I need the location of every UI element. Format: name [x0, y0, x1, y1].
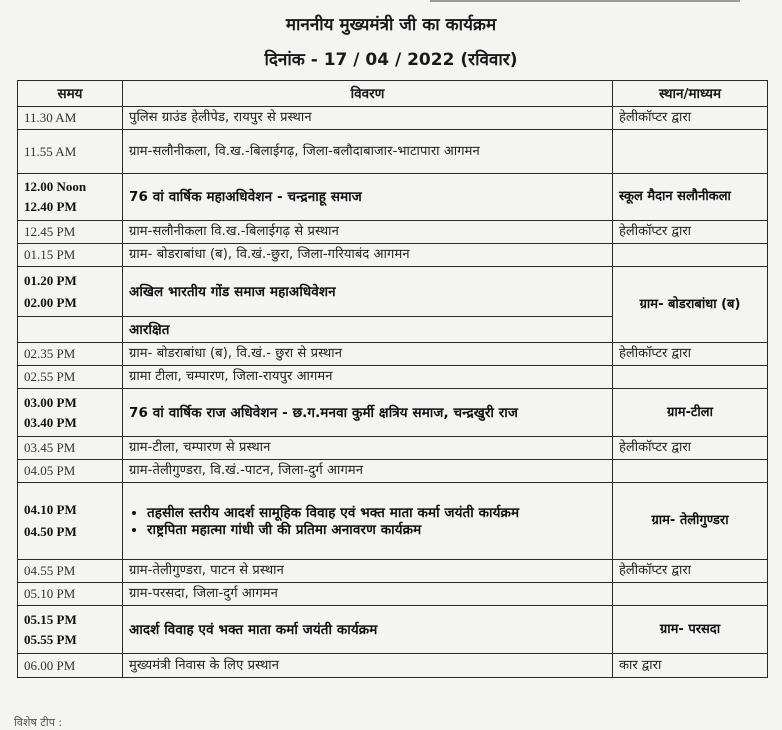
- row-description: ग्राम- बोडराबांधा (ब), वि.खं.-छुरा, जिला-गरियाबंद आगमन: [123, 244, 613, 267]
- row-time: 01.15 PM: [18, 244, 123, 267]
- row-time: 11.30 AM: [18, 107, 123, 130]
- footer-note: विशेष टीप :: [14, 716, 63, 729]
- row-description: ग्राम-टीला, चम्पारण से प्रस्थान: [123, 437, 613, 460]
- row-place: [613, 130, 768, 174]
- program-list: [129, 505, 606, 538]
- row-place: हेलीकॉप्टर द्वारा: [613, 560, 768, 583]
- row-place: हेलीकॉप्टर द्वारा: [613, 221, 768, 244]
- table-row: [18, 460, 768, 483]
- table-row: [18, 244, 768, 267]
- row-time: [18, 389, 123, 437]
- table-row: [18, 654, 768, 678]
- row-time: 12.45 PM: [18, 221, 123, 244]
- schedule-table: [17, 80, 768, 678]
- top-rule: [430, 0, 740, 2]
- row-description: ग्राम-सलौनीकला वि.ख.-बिलाईगढ़ से प्रस्थान: [123, 221, 613, 244]
- row-time: [18, 483, 123, 560]
- table-row: [18, 130, 768, 174]
- header-description: विवरण: [123, 81, 613, 107]
- table-row: [18, 221, 768, 244]
- row-place: [613, 366, 768, 389]
- row-time-end: 02.00 PM: [24, 294, 77, 310]
- table-row: [18, 174, 768, 221]
- row-place: [613, 244, 768, 267]
- table-row: [18, 437, 768, 460]
- row-description: ग्राम-सलौनीकला, वि.ख.-बिलाईगढ़, जिला-बलौदाबाजार-भाटापारा आगमन: [123, 130, 613, 174]
- row-time: 06.00 PM: [18, 654, 123, 678]
- row-place: [613, 460, 768, 483]
- row-place: हेलीकॉप्टर द्वारा: [613, 343, 768, 366]
- row-time: [18, 174, 123, 221]
- table-header-row: [18, 81, 768, 107]
- row-description: 76 वां वार्षिक राज अधिवेशन - छ.ग.मनवा कुर्मी क्षत्रिय समाज, चन्द्रखुरी राज: [123, 389, 613, 437]
- row-time-start: 01.20 PM: [24, 272, 77, 288]
- table-row: [18, 389, 768, 437]
- row-place: ग्राम- बोडराबांधा (ब): [613, 267, 768, 343]
- row-time: 04.55 PM: [18, 560, 123, 583]
- row-description: अखिल भारतीय गोंड समाज महाअधिवेशन: [123, 267, 613, 317]
- table-row: [18, 560, 768, 583]
- row-time-end: 05.55 PM: [24, 631, 77, 647]
- row-description: ग्रामा टीला, चम्पारण, जिला-रायपुर आगमन: [123, 366, 613, 389]
- table-row: [18, 366, 768, 389]
- page-title: माननीय मुख्यमंत्री जी का कार्यक्रम: [285, 15, 497, 35]
- row-description: ग्राम- बोडराबांधा (ब), वि.खं.- छुरा से प्रस्थान: [123, 343, 613, 366]
- row-time-end: 03.40 PM: [24, 414, 77, 430]
- row-time: [18, 267, 123, 317]
- table-row: [18, 107, 768, 130]
- row-place: हेलीकॉप्टर द्वारा: [613, 107, 768, 130]
- header-time: समय: [18, 81, 123, 107]
- table-row: [18, 483, 768, 560]
- row-time: 05.10 PM: [18, 583, 123, 606]
- row-time-start: 04.10 PM: [24, 502, 77, 517]
- row-description: आरक्षित: [123, 317, 613, 343]
- row-description: [123, 483, 613, 560]
- row-description: 76 वां वार्षिक महाअधिवेशन - चन्द्रनाहू समाज: [123, 174, 613, 221]
- table-row: [18, 343, 768, 366]
- row-time-start: 03.00 PM: [24, 394, 77, 410]
- row-description: ग्राम-तेलीगुण्डरा, पाटन से प्रस्थान: [123, 560, 613, 583]
- row-time: [18, 606, 123, 654]
- row-place: कार द्वारा: [613, 654, 768, 678]
- row-place: स्कूल मैदान सलौनीकला: [613, 174, 768, 221]
- table-row: [18, 583, 768, 606]
- row-time: 03.45 PM: [18, 437, 123, 460]
- table-row: [18, 606, 768, 654]
- header-place: स्थान/माध्यम: [613, 81, 768, 107]
- row-description: आदर्श विवाह एवं भक्त माता कर्मा जयंती कार्यक्रम: [123, 606, 613, 654]
- row-place: [613, 583, 768, 606]
- row-place: हेलीकॉप्टर द्वारा: [613, 437, 768, 460]
- program-item: • राष्ट्रपिता महात्मा गांधी जी की प्रतिमा अनावरण कार्यक्रम: [147, 522, 606, 538]
- table-row: [18, 267, 768, 317]
- row-place: ग्राम- परसदा: [613, 606, 768, 654]
- row-description: पुलिस ग्राउंड हेलीपेड, रायपुर से प्रस्थान: [123, 107, 613, 130]
- row-time-end: 04.50 PM: [24, 524, 77, 539]
- program-item: • तहसील स्तरीय आदर्श सामूहिक विवाह एवं भक्त माता कर्मा जयंती कार्यक्रम: [147, 505, 606, 521]
- row-place: ग्राम-टीला: [613, 389, 768, 437]
- date-line: दिनांक - 17 / 04 / 2022 (रविवार): [264, 50, 518, 70]
- row-place: ग्राम- तेलीगुण्डरा: [613, 483, 768, 560]
- row-time: [18, 317, 123, 343]
- row-time-end: 12.40 PM: [24, 199, 77, 214]
- row-time: 04.05 PM: [18, 460, 123, 483]
- row-time-start: 05.15 PM: [24, 611, 77, 627]
- row-description: मुख्यमंत्री निवास के लिए प्रस्थान: [123, 654, 613, 678]
- row-time-start: 12.00 Noon: [24, 179, 87, 194]
- row-time: 11.55 AM: [18, 130, 123, 174]
- row-description: ग्राम-परसदा, जिला-दुर्ग आगमन: [123, 583, 613, 606]
- row-time: 02.55 PM: [18, 366, 123, 389]
- row-description: ग्राम-तेलीगुण्डरा, वि.खं.-पाटन, जिला-दुर्ग आगमन: [123, 460, 613, 483]
- row-time: 02.35 PM: [18, 343, 123, 366]
